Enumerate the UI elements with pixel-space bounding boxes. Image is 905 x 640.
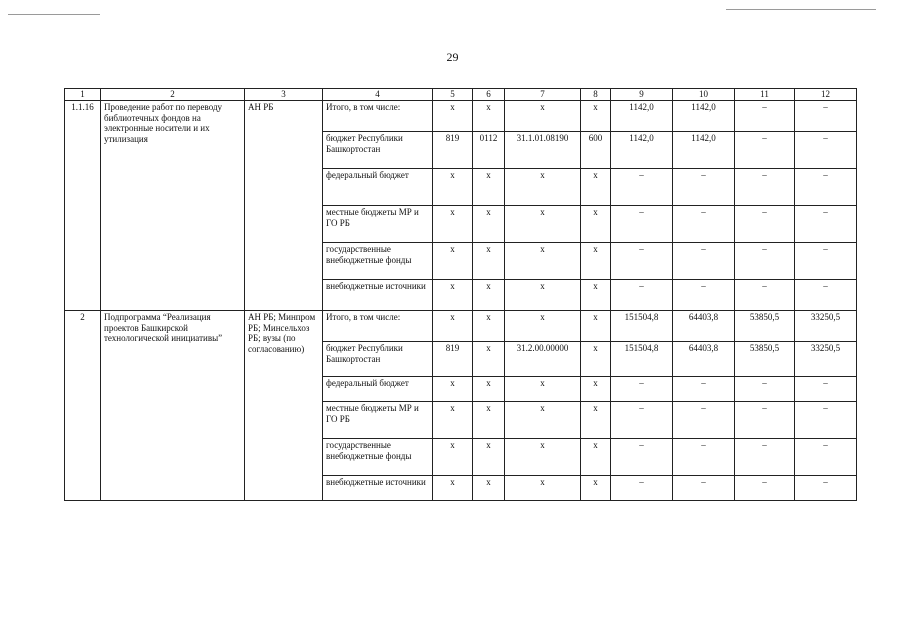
cell-c6: х xyxy=(473,439,505,476)
section-code: 2 xyxy=(65,311,101,501)
cell-c8: х xyxy=(581,439,611,476)
funding-source: государственные внебюджетные фонды xyxy=(323,439,433,476)
cell-c6: х xyxy=(473,311,505,342)
funding-source: бюджет Республики Башкортостан xyxy=(323,342,433,377)
cell-c12: 33250,5 xyxy=(795,342,857,377)
cell-c9: – xyxy=(611,377,673,402)
cell-c5: х xyxy=(433,402,473,439)
cell-c7: х xyxy=(505,402,581,439)
funding-source: федеральный бюджет xyxy=(323,377,433,402)
cell-c6: х xyxy=(473,342,505,377)
cell-c5: 819 xyxy=(433,132,473,169)
cell-c7: х xyxy=(505,476,581,501)
cell-c6: х xyxy=(473,101,505,132)
cell-c6: х xyxy=(473,377,505,402)
section-code: 1.1.16 xyxy=(65,101,101,311)
table-row xyxy=(65,101,857,132)
col-number-10: 10 xyxy=(673,89,735,101)
cell-c12: – xyxy=(795,377,857,402)
top-right-rule xyxy=(726,9,876,10)
col-number-6: 6 xyxy=(473,89,505,101)
cell-c7: х xyxy=(505,280,581,311)
funding-source: государственные внебюджетные фонды xyxy=(323,243,433,280)
cell-c5: х xyxy=(433,206,473,243)
cell-c9: – xyxy=(611,169,673,206)
cell-c6: х xyxy=(473,476,505,501)
cell-c9: 151504,8 xyxy=(611,311,673,342)
program-table xyxy=(64,88,857,501)
cell-c10: – xyxy=(673,243,735,280)
cell-c9: 1142,0 xyxy=(611,132,673,169)
cell-c6: 0112 xyxy=(473,132,505,169)
cell-c5: х xyxy=(433,377,473,402)
cell-c10: 64403,8 xyxy=(673,342,735,377)
section-title: Подпрограмма “Реализация проектов Башкирской технологической инициативы” xyxy=(101,311,245,501)
cell-c7: х xyxy=(505,311,581,342)
cell-c11: – xyxy=(735,243,795,280)
cell-c10: 1142,0 xyxy=(673,101,735,132)
cell-c11: – xyxy=(735,206,795,243)
cell-c8: х xyxy=(581,101,611,132)
cell-c11: – xyxy=(735,402,795,439)
cell-c5: х xyxy=(433,169,473,206)
cell-c12: – xyxy=(795,476,857,501)
funding-source: местные бюджеты МР и ГО РБ xyxy=(323,206,433,243)
cell-c11: – xyxy=(735,101,795,132)
funding-source: внебюджетные источники xyxy=(323,476,433,501)
cell-c8: х xyxy=(581,280,611,311)
cell-c9: – xyxy=(611,402,673,439)
cell-c11: – xyxy=(735,132,795,169)
cell-c6: х xyxy=(473,280,505,311)
col-number-9: 9 xyxy=(611,89,673,101)
col-number-1: 1 xyxy=(65,89,101,101)
cell-c7: х xyxy=(505,169,581,206)
cell-c5: х xyxy=(433,280,473,311)
cell-c11: – xyxy=(735,169,795,206)
cell-c10: – xyxy=(673,439,735,476)
cell-c5: х xyxy=(433,439,473,476)
cell-c12: – xyxy=(795,169,857,206)
cell-c11: 53850,5 xyxy=(735,342,795,377)
cell-c7: х xyxy=(505,101,581,132)
cell-c11: – xyxy=(735,280,795,311)
cell-c9: – xyxy=(611,280,673,311)
col-number-2: 2 xyxy=(101,89,245,101)
cell-c5: х xyxy=(433,311,473,342)
cell-c12: – xyxy=(795,243,857,280)
page-number: 29 xyxy=(446,50,459,64)
section-executor: АН РБ xyxy=(245,101,323,311)
cell-c10: – xyxy=(673,402,735,439)
cell-c9: – xyxy=(611,206,673,243)
cell-c10: 1142,0 xyxy=(673,132,735,169)
cell-c12: – xyxy=(795,132,857,169)
cell-c9: – xyxy=(611,243,673,280)
cell-c6: х xyxy=(473,243,505,280)
section-executor: АН РБ; Минпром РБ; Минсельхоз РБ; вузы (по согласованию) xyxy=(245,311,323,501)
top-left-rule xyxy=(8,14,100,15)
cell-c5: х xyxy=(433,243,473,280)
cell-c8: х xyxy=(581,377,611,402)
table-row xyxy=(65,311,857,342)
cell-c7: х xyxy=(505,206,581,243)
section-title: Проведение работ по переводу библиотечных фондов на электронные носители и их утилизация xyxy=(101,101,245,311)
cell-c11: 53850,5 xyxy=(735,311,795,342)
funding-source: бюджет Республики Башкортостан xyxy=(323,132,433,169)
cell-c8: х xyxy=(581,402,611,439)
funding-source: Итого, в том числе: xyxy=(323,101,433,132)
cell-c6: х xyxy=(473,402,505,439)
cell-c7: х xyxy=(505,243,581,280)
cell-c8: х xyxy=(581,311,611,342)
cell-c11: – xyxy=(735,439,795,476)
cell-c11: – xyxy=(735,377,795,402)
cell-c12: – xyxy=(795,402,857,439)
cell-c9: – xyxy=(611,439,673,476)
cell-c11: – xyxy=(735,476,795,501)
cell-c8: х xyxy=(581,206,611,243)
cell-c8: х xyxy=(581,243,611,280)
funding-source: Итого, в том числе: xyxy=(323,311,433,342)
cell-c9: 151504,8 xyxy=(611,342,673,377)
cell-c7: х xyxy=(505,439,581,476)
col-number-3: 3 xyxy=(245,89,323,101)
cell-c7: 31.2.00.00000 xyxy=(505,342,581,377)
cell-c5: х xyxy=(433,476,473,501)
col-number-12: 12 xyxy=(795,89,857,101)
cell-c12: – xyxy=(795,439,857,476)
cell-c5: х xyxy=(433,101,473,132)
funding-source: внебюджетные источники xyxy=(323,280,433,311)
cell-c9: – xyxy=(611,476,673,501)
col-number-11: 11 xyxy=(735,89,795,101)
cell-c5: 819 xyxy=(433,342,473,377)
funding-source: местные бюджеты МР и ГО РБ xyxy=(323,402,433,439)
funding-source: федеральный бюджет xyxy=(323,169,433,206)
cell-c10: – xyxy=(673,169,735,206)
col-number-7: 7 xyxy=(505,89,581,101)
cell-c10: – xyxy=(673,280,735,311)
cell-c10: – xyxy=(673,206,735,243)
cell-c10: 64403,8 xyxy=(673,311,735,342)
cell-c6: х xyxy=(473,206,505,243)
cell-c12: – xyxy=(795,206,857,243)
cell-c10: – xyxy=(673,377,735,402)
cell-c12: – xyxy=(795,101,857,132)
cell-c12: 33250,5 xyxy=(795,311,857,342)
cell-c8: х xyxy=(581,169,611,206)
column-number-row xyxy=(65,89,857,101)
col-number-4: 4 xyxy=(323,89,433,101)
col-number-8: 8 xyxy=(581,89,611,101)
col-number-5: 5 xyxy=(433,89,473,101)
cell-c7: 31.1.01.08190 xyxy=(505,132,581,169)
cell-c7: х xyxy=(505,377,581,402)
cell-c10: – xyxy=(673,476,735,501)
cell-c12: – xyxy=(795,280,857,311)
cell-c8: х xyxy=(581,476,611,501)
cell-c9: 1142,0 xyxy=(611,101,673,132)
cell-c6: х xyxy=(473,169,505,206)
cell-c8: 600 xyxy=(581,132,611,169)
cell-c8: х xyxy=(581,342,611,377)
